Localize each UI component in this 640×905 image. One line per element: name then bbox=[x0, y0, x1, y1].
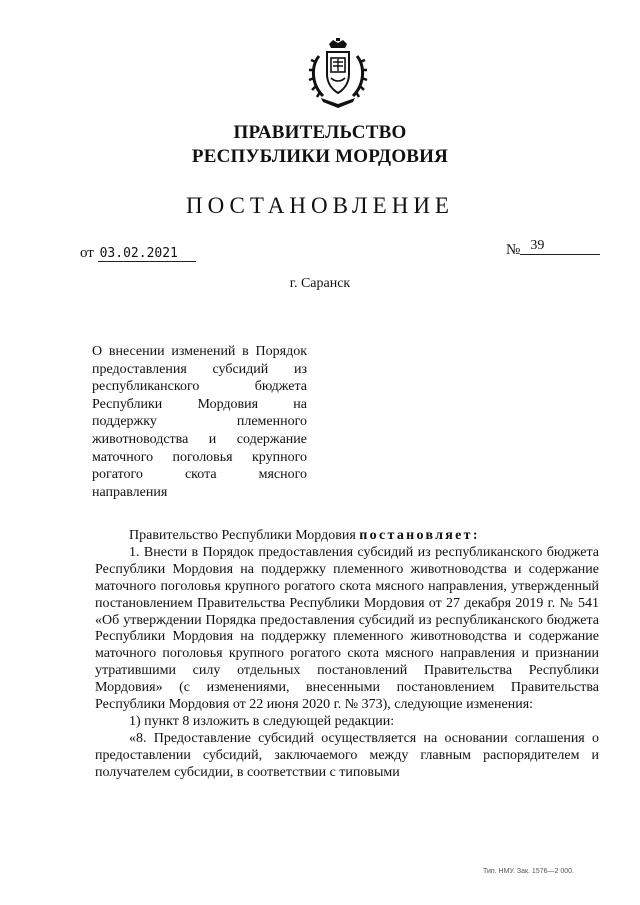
print-note: Тип. НМУ. Зак. 1576—2 000. bbox=[483, 868, 574, 875]
date-prefix: от bbox=[80, 245, 94, 261]
document-body bbox=[95, 528, 599, 782]
document-date bbox=[80, 245, 196, 262]
document-number bbox=[506, 238, 600, 260]
document-subject: О внесении изменений в Порядок предоставления субсидий из республиканского бюджета Республики Мордовия на поддержку племенного животноводства и содержание маточного поголовья крупного рогатого скота мясного направления bbox=[92, 344, 307, 500]
paragraph-2: 1) пункт 8 изложить в следующей редакции: bbox=[129, 713, 395, 729]
paragraph-3: «8. Предоставление субсидий осуществляется на основании соглашения о предоставлении субсидий, заключаемого между главным распорядителем и получателем субсидии, в соответствии с типовыми bbox=[95, 730, 599, 780]
document-type-title: ПОСТАНОВЛЕНИЕ bbox=[186, 193, 454, 218]
intro-verb: постановляет: bbox=[359, 528, 480, 543]
date-value: 03.02.2021 bbox=[98, 246, 196, 262]
intro-paragraph bbox=[95, 528, 599, 545]
coat-of-arms-icon bbox=[307, 38, 369, 110]
intro-prefix: Правительство Республики Мордовия bbox=[129, 528, 356, 543]
organization-name-line1: ПРАВИТЕЛЬСТВО bbox=[233, 122, 407, 143]
number-value: 39 bbox=[520, 238, 600, 255]
paragraph-1: 1. Внести в Порядок предоставления субсидий из республиканского бюджета Республики Мордовия на поддержку племенного животноводства и содержание маточного поголовья крупного рогатого скота мясного направления, утвержденный постановлением Правительства Республики Мордовия от 27 декабря 2019 г. № 541 «Об утверждении Порядка предоставления субсидий из республиканского бюджета Республики Мордовия на поддержку племенного животноводства и содержание маточного поголовья крупного рогатого скота мясного направления и признании утратившими силу отдельных постановлений Правительства Республики Мордовия» (с изменениями, внесенными постановлением Правительства Республики Мордовия от 22 июня 2020 г. № 373), следующие изменения: bbox=[95, 544, 599, 713]
organization-name-line2: РЕСПУБЛИКИ МОРДОВИЯ bbox=[191, 146, 449, 167]
number-prefix: № bbox=[506, 242, 521, 258]
city-line: г. Саранск bbox=[289, 276, 351, 291]
